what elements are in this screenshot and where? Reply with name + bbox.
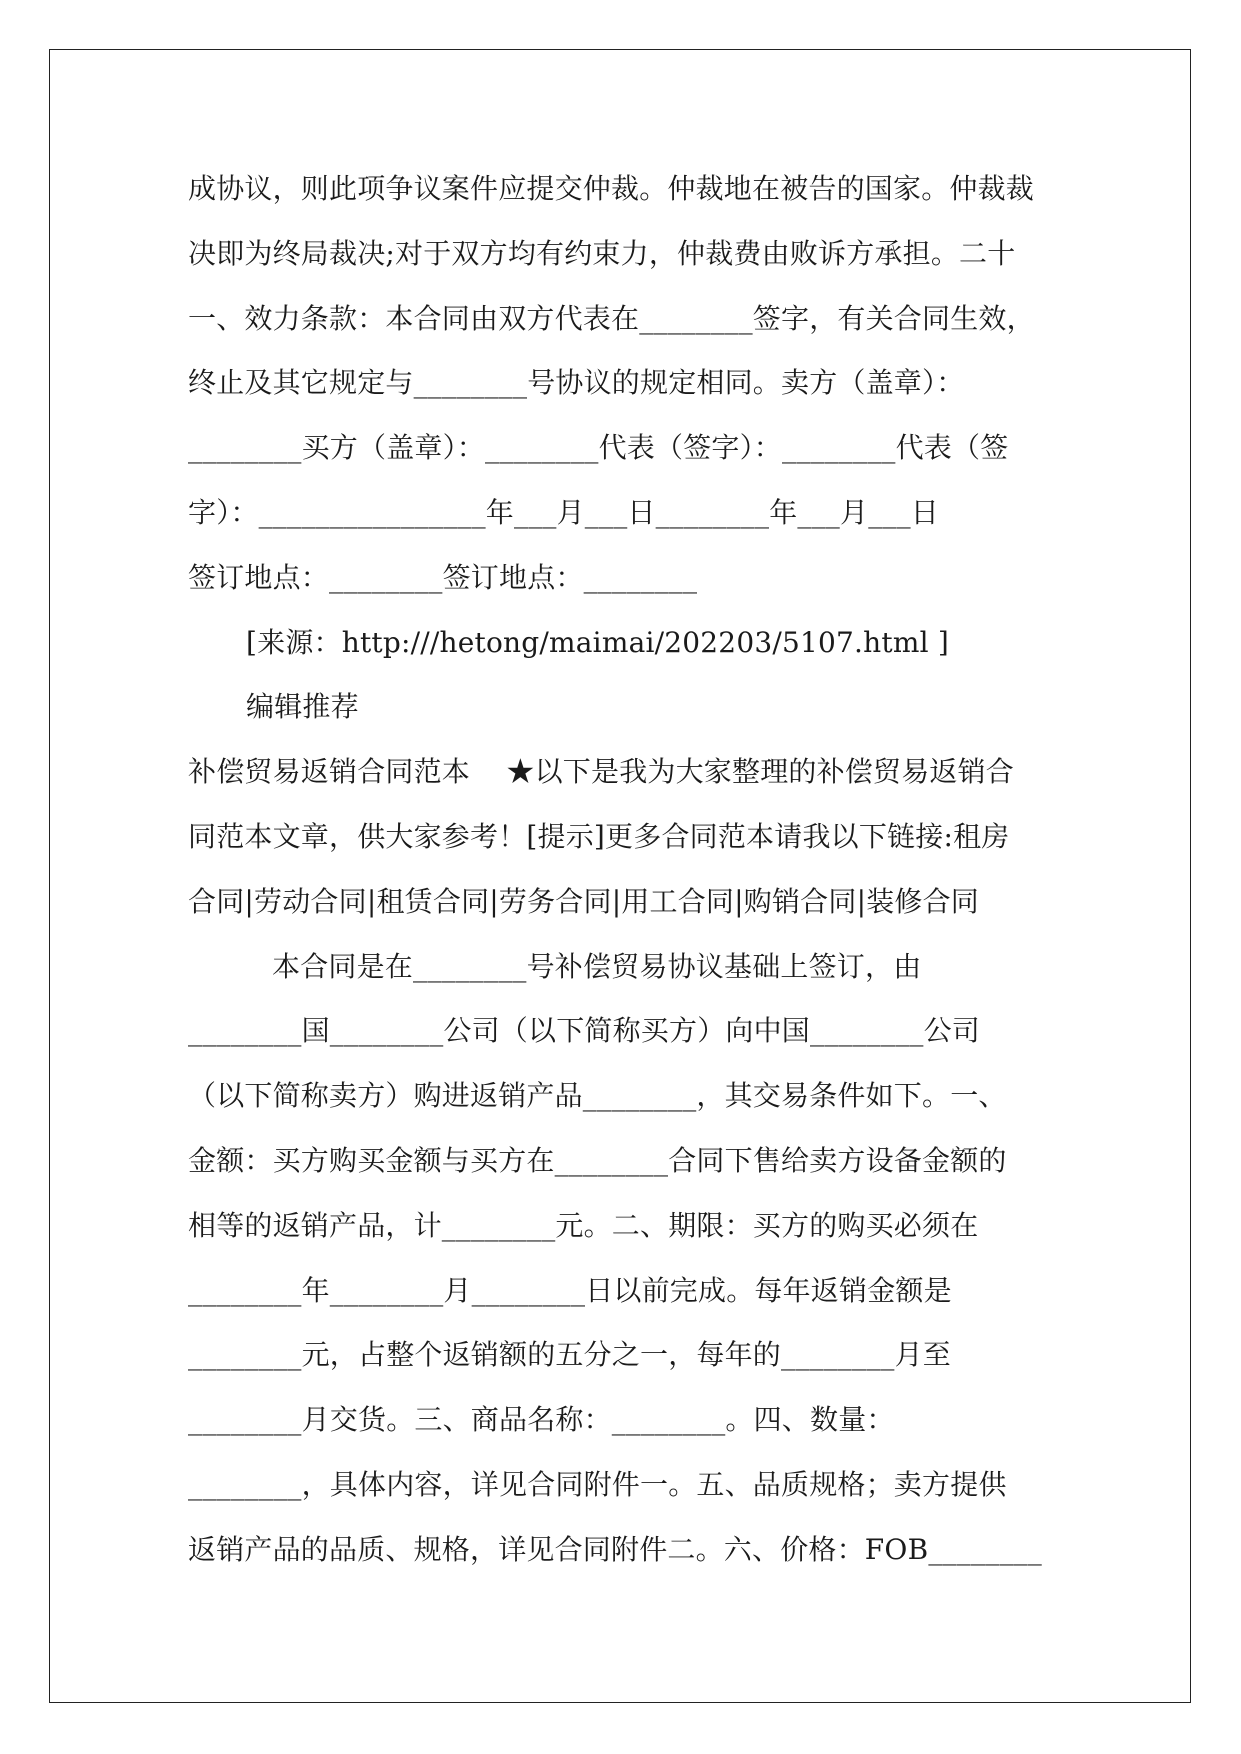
text-line: 终止及其它规定与________号协议的规定相同。卖方（盖章）： [188,366,965,400]
text-line: 签订地点：________签订地点：________ [188,560,698,594]
text-line: 返销产品的品质、规格，详见合同附件二。六、价格：FOB________ [188,1532,1042,1566]
paragraph-start: 本合同是在________号补偿贸易协议基础上签订，由 [272,949,922,983]
text-line: ________，具体内容，详见合同附件一。五、品质规格；卖方提供 [188,1467,1007,1501]
text-line: 相等的返销产品，计________元。二、期限：买方的购买必须在 [188,1208,979,1242]
text-line: ________元，占整个返销额的五分之一，每年的________月至 [188,1338,952,1372]
text-line: ________买方（盖章）：________代表（签字）：________代表（签 [188,431,1009,465]
text-line: ________国________公司（以下简称买方）向中国________公司 [188,1014,981,1048]
text-line: 补偿贸易返销合同范本 ★以下是我为大家整理的补偿贸易返销合 [188,755,1015,789]
section-heading: 编辑推荐 [246,690,359,724]
text-line: 一、效力条款：本合同由双方代表在________签字，有关合同生效， [188,301,1035,335]
source-link[interactable]: [来源：http:///hetong/maimai/202203/5107.html ] [246,625,949,659]
text-line: 字）：________________年___月___日________年___月___日 [188,495,940,529]
text-line: ________年________月________日以前完成。每年返销金额是 [188,1273,952,1307]
text-line: 决即为终局裁决;对于双方均有约束力，仲裁费由败诉方承担。二十 [188,236,1016,270]
text-line: （以下简称卖方）购进返销产品________，其交易条件如下。一、 [188,1079,1007,1113]
document-body [188,157,1068,1583]
text-line: 金额：买方购买金额与买方在________合同下售给卖方设备金额的 [188,1143,1007,1177]
text-line: 同范本文章，供大家参考！[提示]更多合同范本请我以下链接:租房 [188,819,1010,853]
contract-links-line[interactable]: 合同|劳动合同|租赁合同|劳务合同|用工合同|购销合同|装修合同 [188,884,980,918]
text-line: ________月交货。三、商品名称：________。四、数量： [188,1403,895,1437]
text-line: 成协议，则此项争议案件应提交仲裁。仲裁地在被告的国家。仲裁裁 [188,172,1035,205]
